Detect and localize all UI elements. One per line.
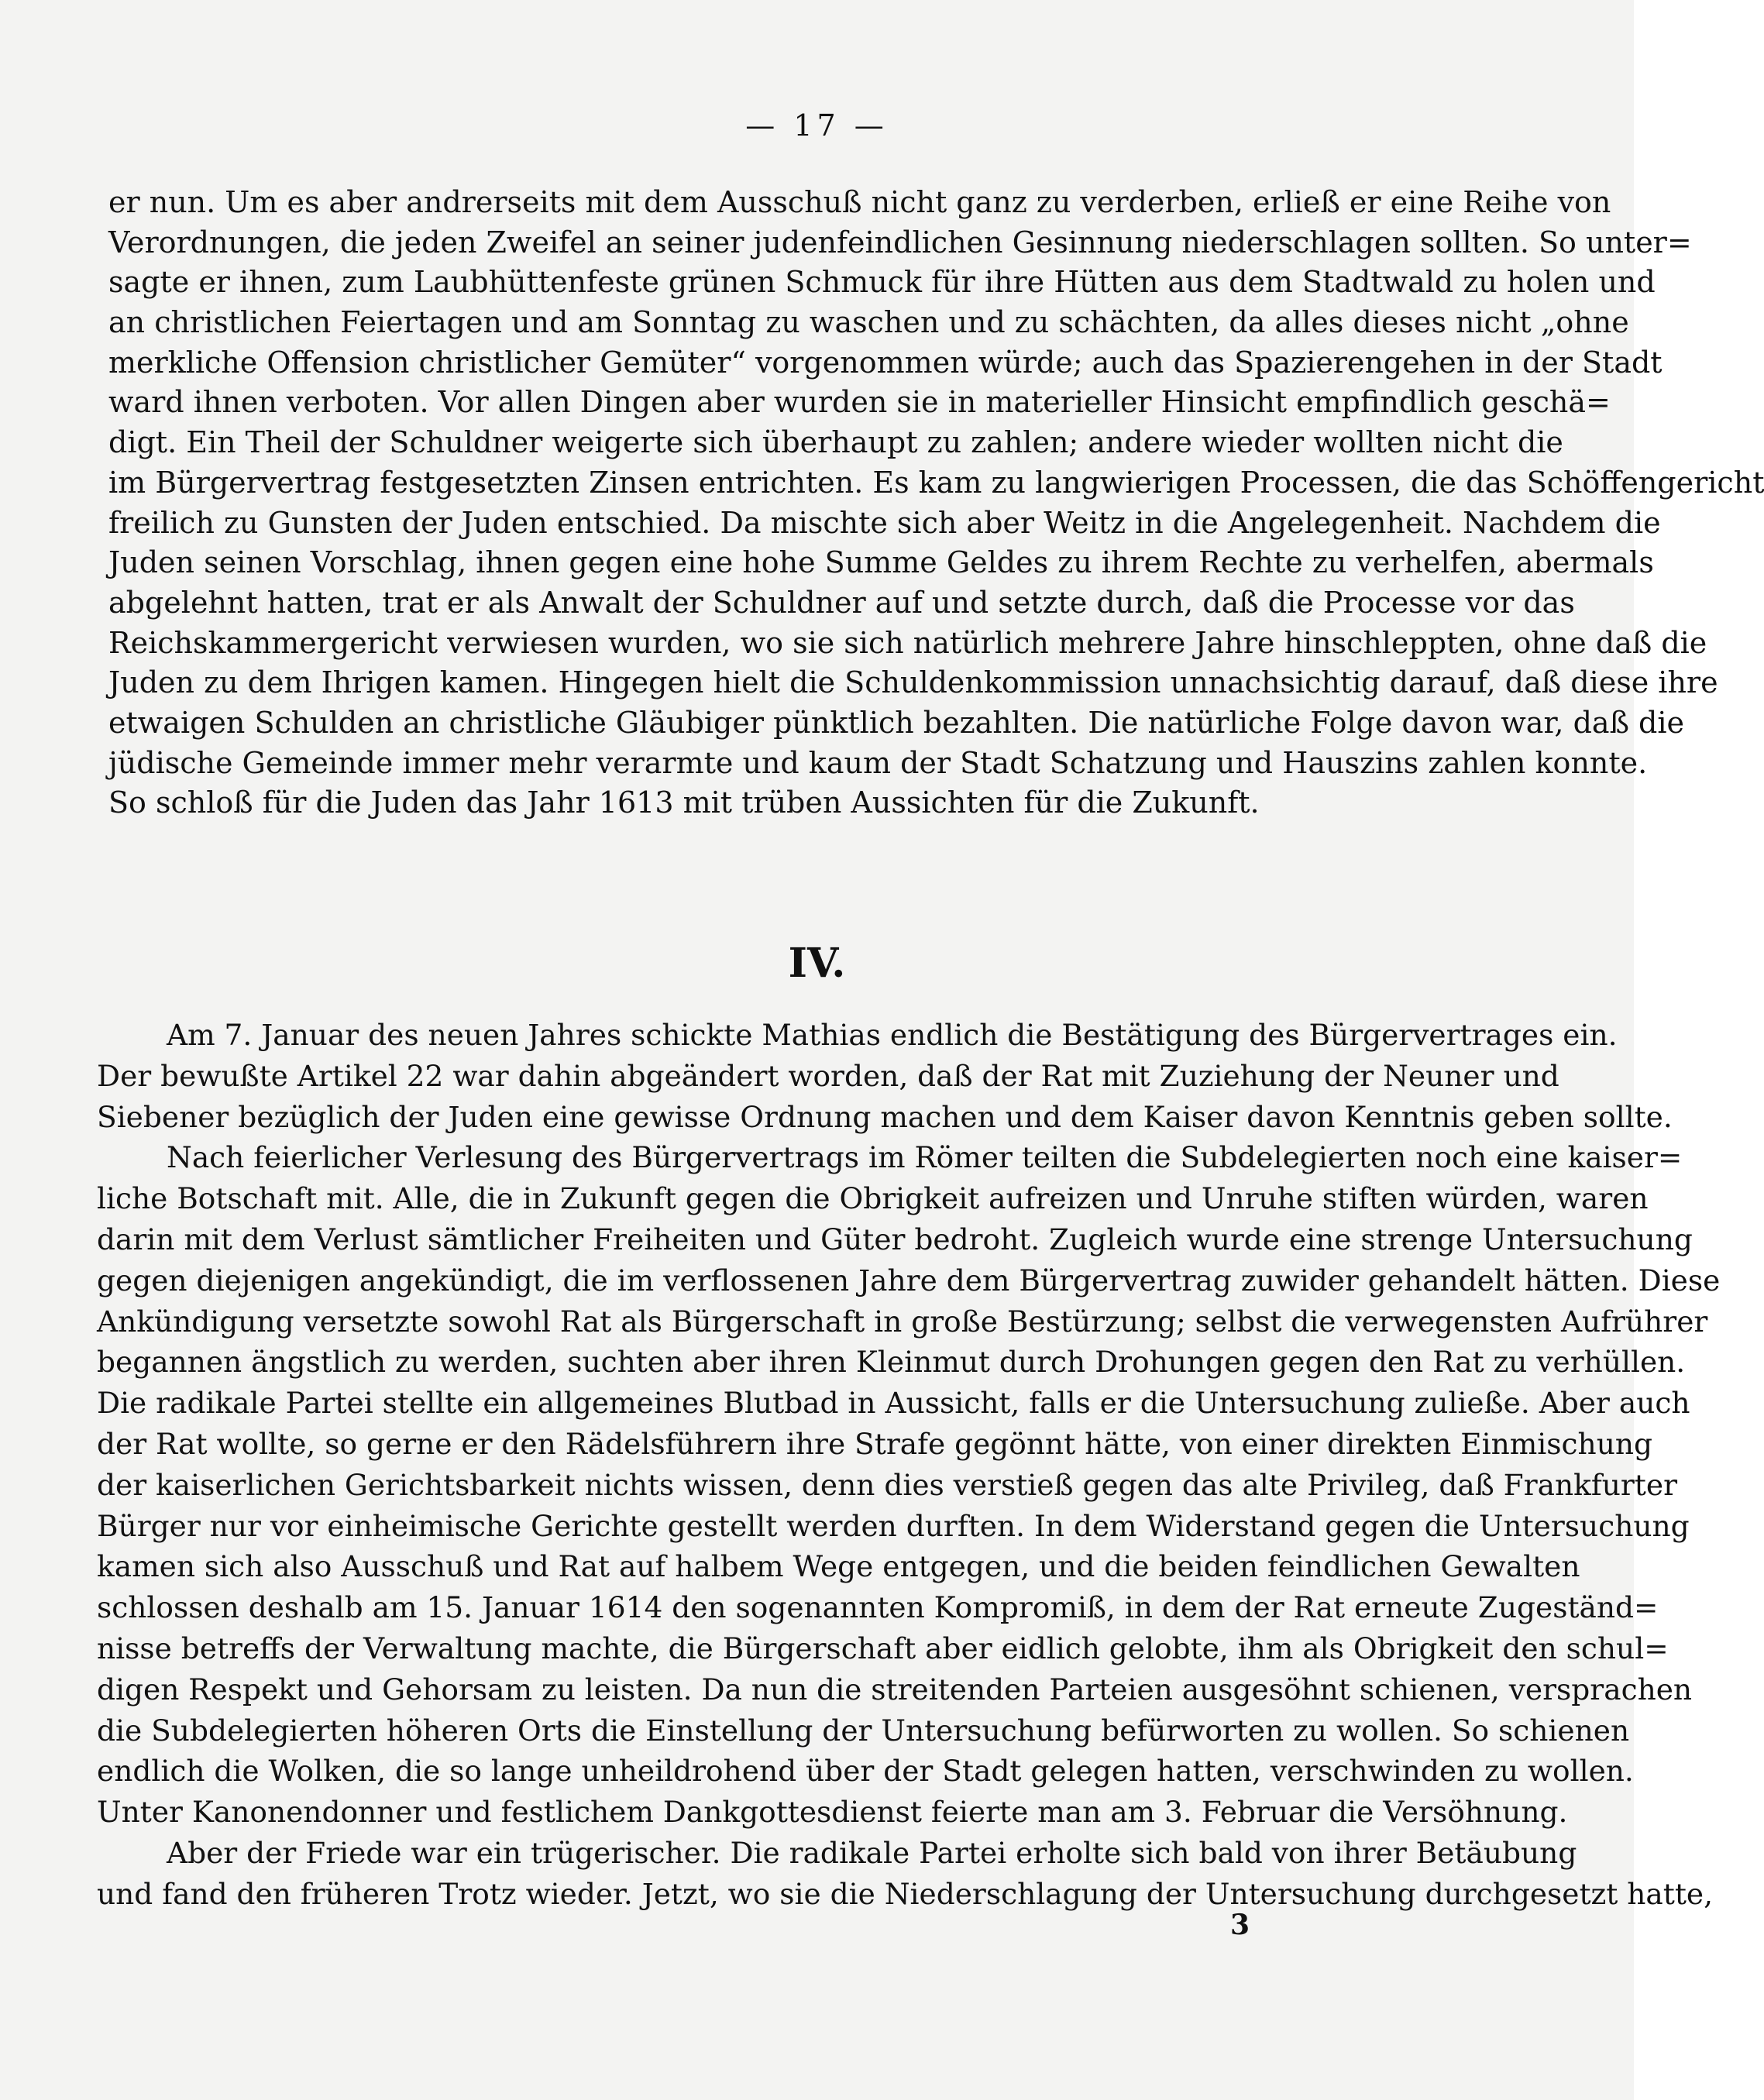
- signature-mark: 3: [1230, 1909, 1250, 1941]
- text-line: abgelehnt hatten, trat er als Anwalt der Schuldner auf und setzte durch, daß die Processe vor das: [108, 585, 1575, 620]
- text-line: Ankündigung versetzte sowohl Rat als Bürgerschaft in große Bestürzung; selbst die verwegensten Aufrührer: [97, 1304, 1708, 1339]
- text-line: So schloß für die Juden das Jahr 1613 mit trüben Aussichten für die Zukunft.: [108, 785, 1260, 820]
- text-line: der Rat wollte, so gerne er den Rädelsführern ihre Strafe gegönnt hätte, von einer direkten Einmischung: [97, 1426, 1653, 1461]
- text-line: sagte er ihnen, zum Laubhüttenfeste grünen Schmuck für ihre Hütten aus dem Stadtwald zu holen und: [108, 265, 1656, 300]
- text-line: im Bürgervertrag festgesetzten Zinsen entrichten. Es kam zu langwierigen Processen, die das Schöffengericht: [108, 465, 1764, 500]
- text-line: Juden seinen Vorschlag, ihnen gegen eine hohe Summe Geldes zu ihrem Rechte zu verhelfen, abermals: [108, 545, 1654, 580]
- text-line: an christlichen Feiertagen und am Sonntag zu waschen und zu schächten, da alles dieses nicht „ohne: [108, 305, 1629, 340]
- text-line: endlich die Wolken, die so lange unheildrohend über der Stadt gelegen hatten, verschwinden zu wollen.: [97, 1754, 1634, 1789]
- text-line: Reichskammergericht verwiesen wurden, wo sie sich natürlich mehrere Jahre hinschleppten, ohne daß die: [108, 625, 1707, 660]
- text-line: er nun. Um es aber andrerseits mit dem Ausschuß nicht ganz zu verderben, erließ er eine Reihe von: [108, 185, 1611, 219]
- text-line: Am 7. Januar des neuen Jahres schickte Mathias endlich die Bestätigung des Bürgervertrages ein.: [167, 1018, 1618, 1052]
- text-line: etwaigen Schulden an christliche Gläubiger pünktlich bezahlten. Die natürliche Folge davon war, daß die: [108, 705, 1685, 740]
- text-line: freilich zu Gunsten der Juden entschied. Da mischte sich aber Weitz in die Angelegenheit. Nachdem die: [108, 505, 1661, 540]
- text-line: und fand den früheren Trotz wieder. Jetzt, wo sie die Niederschlagung der Untersuchung durchgesetzt hatte,: [97, 1876, 1714, 1911]
- text-line: jüdische Gemeinde immer mehr verarmte und kaum der Stadt Schatzung und Hauszins zahlen konnte.: [108, 745, 1648, 780]
- text-line: gegen diejenigen angekündigt, die im verflossenen Jahre dem Bürgervertrag zuwider gehandelt hätten. Diese: [97, 1263, 1721, 1297]
- text-line: kamen sich also Ausschuß und Rat auf halbem Wege entgegen, und die beiden feindlichen Gewalten: [97, 1549, 1580, 1584]
- text-line: darin mit dem Verlust sämtlicher Freiheiten und Güter bedroht. Zugleich wurde eine strenge Untersuchung: [97, 1222, 1693, 1256]
- text-line: Aber der Friede war ein trügerischer. Die radikale Partei erholte sich bald von ihrer Betäubung: [167, 1835, 1577, 1870]
- text-line: Der bewußte Artikel 22 war dahin abgeändert worden, daß der Rat mit Zuziehung der Neuner und: [97, 1058, 1559, 1093]
- paragraph-2: [97, 1015, 1721, 1915]
- text-line: liche Botschaft mit. Alle, die in Zukunft gegen die Obrigkeit aufreizen und Unruhe stiften würden, waren: [97, 1181, 1649, 1216]
- text-line: Juden zu dem Ihrigen kamen. Hingegen hielt die Schuldenkommission unnachsichtig darauf, daß diese ihre: [108, 665, 1718, 700]
- text-line: ward ihnen verboten. Vor allen Dingen aber wurden sie in materieller Hinsicht empfindlich geschä=: [108, 385, 1611, 420]
- page-number-header: — 17 —: [745, 108, 889, 143]
- section-heading: IV.: [788, 940, 846, 987]
- text-line: schlossen deshalb am 15. Januar 1614 den sogenannten Kompromiß, in dem der Rat erneute Zugeständ=: [97, 1590, 1659, 1625]
- text-line: die Subdelegierten höheren Orts die Einstellung der Untersuchung befürworten zu wollen. So schienen: [97, 1713, 1630, 1748]
- text-line: Unter Kanonendonner und festlichem Dankgottesdienst feierte man am 3. Februar die Versöhnung.: [97, 1795, 1568, 1830]
- text-line: Nach feierlicher Verlesung des Bürgervertrags im Römer teilten die Subdelegierten noch eine kaiser=: [167, 1140, 1683, 1175]
- text-line: begannen ängstlich zu werden, suchten aber ihren Kleinmut durch Drohungen gegen den Rat zu verhüllen.: [97, 1345, 1686, 1380]
- text-line: der kaiserlichen Gerichtsbarkeit nichts wissen, denn dies verstieß gegen das alte Privileg, daß Frankfurter: [97, 1467, 1677, 1502]
- text-line: Verordnungen, die jeden Zweifel an seiner judenfeindlichen Gesinnung niederschlagen sollten. So unter=: [108, 225, 1692, 259]
- text-line: nisse betreffs der Verwaltung machte, die Bürgerschaft aber eidlich gelobte, ihm als Obrigkeit den schul=: [97, 1631, 1669, 1665]
- paragraph-1: [108, 183, 1764, 823]
- text-line: digt. Ein Theil der Schuldner weigerte sich überhaupt zu zahlen; andere wieder wollten nicht die: [108, 425, 1563, 460]
- text-line: Bürger nur vor einheimische Gerichte gestellt werden durften. In dem Widerstand gegen die Untersuchung: [97, 1508, 1690, 1543]
- text-line: merkliche Offension christlicher Gemüter“ vorgenommen würde; auch das Spazierengehen in der Stadt: [108, 345, 1663, 380]
- text-line: Die radikale Partei stellte ein allgemeines Blutbad in Aussicht, falls er die Untersuchung zuließe. Aber auch: [97, 1386, 1690, 1421]
- text-line: digen Respekt und Gehorsam zu leisten. Da nun die streitenden Parteien ausgesöhnt schienen, versprachen: [97, 1672, 1693, 1706]
- text-line: Siebener bezüglich der Juden eine gewisse Ordnung machen und dem Kaiser davon Kenntnis geben sollte.: [97, 1099, 1673, 1134]
